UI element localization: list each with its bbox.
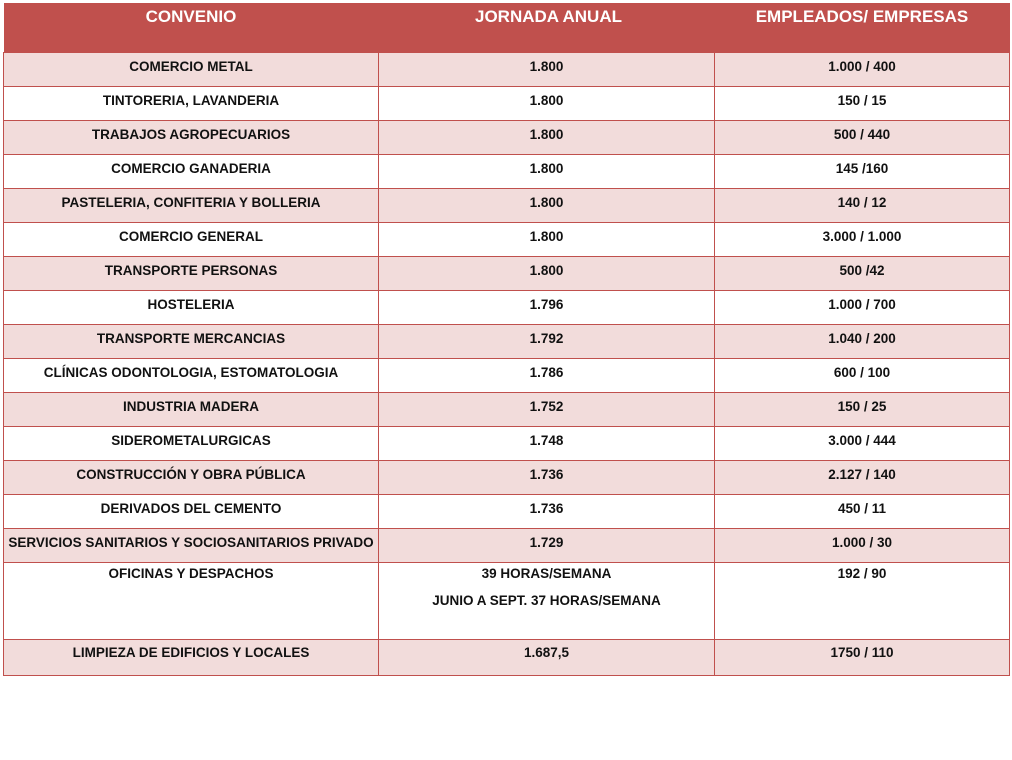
cell-convenio: COMERCIO GANADERIA bbox=[4, 155, 379, 189]
cell-convenio: TRABAJOS AGROPECUARIOS bbox=[4, 121, 379, 155]
cell-convenio: CONSTRUCCIÓN Y OBRA PÚBLICA bbox=[4, 461, 379, 495]
cell-convenio: PASTELERIA, CONFITERIA Y BOLLERIA bbox=[4, 189, 379, 223]
cell-jornada: 1.752 bbox=[379, 393, 715, 427]
cell-jornada: 1.687,5 bbox=[379, 640, 715, 676]
cell-convenio: INDUSTRIA MADERA bbox=[4, 393, 379, 427]
table-row bbox=[4, 529, 1010, 563]
cell-empleados: 1.000 / 400 bbox=[715, 53, 1010, 87]
cell-empleados: 2.127 / 140 bbox=[715, 461, 1010, 495]
table-row bbox=[4, 427, 1010, 461]
cell-empleados: 192 / 90 bbox=[715, 563, 1010, 640]
cell-empleados: 600 / 100 bbox=[715, 359, 1010, 393]
cell-empleados: 450 / 11 bbox=[715, 495, 1010, 529]
table-body bbox=[4, 53, 1010, 676]
table-row bbox=[4, 257, 1010, 291]
cell-convenio: TRANSPORTE PERSONAS bbox=[4, 257, 379, 291]
cell-empleados: 1.000 / 700 bbox=[715, 291, 1010, 325]
cell-convenio: TINTORERIA, LAVANDERIA bbox=[4, 87, 379, 121]
cell-empleados: 140 / 12 bbox=[715, 189, 1010, 223]
cell-jornada: 1.736 bbox=[379, 461, 715, 495]
cell-convenio: SIDEROMETALURGICAS bbox=[4, 427, 379, 461]
table-header bbox=[4, 3, 1010, 53]
cell-empleados: 145 /160 bbox=[715, 155, 1010, 189]
cell-empleados: 500 / 440 bbox=[715, 121, 1010, 155]
cell-empleados: 150 / 15 bbox=[715, 87, 1010, 121]
cell-jornada: 1.800 bbox=[379, 121, 715, 155]
convenios-table bbox=[3, 3, 1010, 676]
header-convenio: CONVENIO bbox=[4, 3, 379, 53]
cell-jornada: 1.800 bbox=[379, 189, 715, 223]
jornada-line-2: JUNIO A SEPT. 37 HORAS/SEMANA bbox=[432, 593, 661, 608]
cell-jornada: 1.800 bbox=[379, 87, 715, 121]
cell-empleados: 1.000 / 30 bbox=[715, 529, 1010, 563]
cell-jornada: 1.800 bbox=[379, 53, 715, 87]
cell-empleados: 1750 / 110 bbox=[715, 640, 1010, 676]
cell-convenio: OFICINAS Y DESPACHOS bbox=[4, 563, 379, 640]
cell-empleados: 150 / 25 bbox=[715, 393, 1010, 427]
cell-convenio: SERVICIOS SANITARIOS Y SOCIOSANITARIOS PRIVADO bbox=[4, 529, 379, 563]
table-row bbox=[4, 121, 1010, 155]
cell-convenio: HOSTELERIA bbox=[4, 291, 379, 325]
cell-convenio: TRANSPORTE MERCANCIAS bbox=[4, 325, 379, 359]
cell-jornada bbox=[379, 563, 715, 640]
cell-convenio: LIMPIEZA DE EDIFICIOS Y LOCALES bbox=[4, 640, 379, 676]
table-row bbox=[4, 359, 1010, 393]
cell-jornada: 1.792 bbox=[379, 325, 715, 359]
header-empleados-empresas: EMPLEADOS/ EMPRESAS bbox=[715, 3, 1010, 53]
table-row bbox=[4, 53, 1010, 87]
table-row bbox=[4, 495, 1010, 529]
cell-empleados: 3.000 / 1.000 bbox=[715, 223, 1010, 257]
table-row bbox=[4, 640, 1010, 676]
cell-empleados: 500 /42 bbox=[715, 257, 1010, 291]
cell-empleados: 1.040 / 200 bbox=[715, 325, 1010, 359]
header-jornada-anual: JORNADA ANUAL bbox=[379, 3, 715, 53]
cell-jornada: 1.796 bbox=[379, 291, 715, 325]
table-row bbox=[4, 291, 1010, 325]
cell-empleados: 3.000 / 444 bbox=[715, 427, 1010, 461]
cell-jornada: 1.786 bbox=[379, 359, 715, 393]
table-row bbox=[4, 461, 1010, 495]
cell-jornada: 1.800 bbox=[379, 257, 715, 291]
cell-convenio: COMERCIO METAL bbox=[4, 53, 379, 87]
table-row bbox=[4, 155, 1010, 189]
cell-jornada: 1.800 bbox=[379, 223, 715, 257]
table-row bbox=[4, 563, 1010, 640]
cell-convenio: COMERCIO GENERAL bbox=[4, 223, 379, 257]
cell-jornada: 1.748 bbox=[379, 427, 715, 461]
cell-jornada: 1.800 bbox=[379, 155, 715, 189]
cell-jornada: 1.729 bbox=[379, 529, 715, 563]
table-row bbox=[4, 393, 1010, 427]
cell-convenio: CLÍNICAS ODONTOLOGIA, ESTOMATOLOGIA bbox=[4, 359, 379, 393]
table-row bbox=[4, 189, 1010, 223]
jornada-line-1: 39 HORAS/SEMANA bbox=[481, 566, 612, 581]
table-row bbox=[4, 223, 1010, 257]
cell-convenio: DERIVADOS DEL CEMENTO bbox=[4, 495, 379, 529]
cell-jornada: 1.736 bbox=[379, 495, 715, 529]
table-row bbox=[4, 325, 1010, 359]
table-row bbox=[4, 87, 1010, 121]
